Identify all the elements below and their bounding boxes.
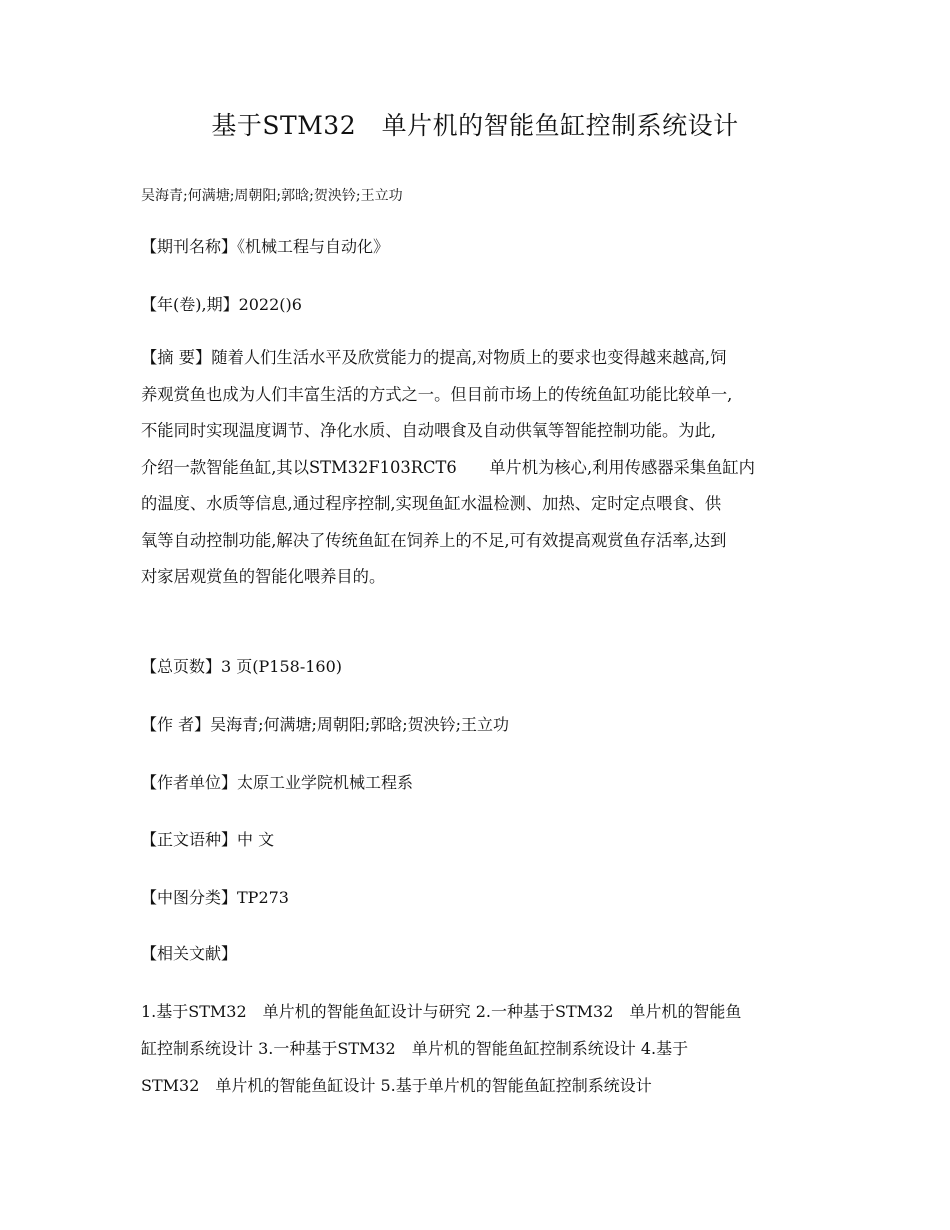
document-title: 基于STM32 单片机的智能鱼缸控制系统设计 bbox=[211, 111, 739, 140]
abstract bbox=[141, 340, 821, 596]
author-affiliation: 【作者单位】太原工业学院机械工程系 bbox=[141, 773, 414, 792]
year-volume-issue: 【年(卷),期】2022()6 bbox=[141, 295, 302, 314]
text-language: 【正文语种】中 文 bbox=[141, 830, 275, 849]
abstract-line: 对家居观赏鱼的智能化喂养目的。 bbox=[141, 567, 386, 586]
abstract-line: 不能同时实现温度调节、净化水质、自动喂食及自动供氧等智能控制功能。为此, bbox=[141, 421, 717, 440]
related-line: 缸控制系统设计 3.一种基于STM32 单片机的智能鱼缸控制系统设计 4.基于 bbox=[141, 1039, 689, 1058]
related-line: STM32 单片机的智能鱼缸设计 5.基于单片机的智能鱼缸控制系统设计 bbox=[141, 1076, 652, 1095]
authors-field: 【作 者】吴海青;何满塘;周朝阳;郭晗;贺泱钤;王立功 bbox=[141, 715, 510, 734]
related-line: 1.基于STM32 单片机的智能鱼缸设计与研究 2.一种基于STM32 单片机的智能鱼 bbox=[141, 1002, 742, 1021]
abstract-line: 【摘 要】随着人们生活水平及欣赏能力的提高,对物质上的要求也变得越来越高,饲 bbox=[141, 348, 727, 367]
total-pages: 【总页数】3 页(P158-160) bbox=[141, 657, 343, 676]
related-literature-list bbox=[141, 993, 821, 1104]
related-literature-heading: 【相关文献】 bbox=[141, 944, 238, 963]
abstract-line: 养观赏鱼也成为人们丰富生活的方式之一。但目前市场上的传统鱼缸功能比较单一, bbox=[141, 384, 733, 404]
abstract-line: 介绍一款智能鱼缸,其以STM32F103RCT6 单片机为核心,利用传感器采集鱼缸内 bbox=[141, 457, 755, 477]
classification-code: 【中图分类】TP273 bbox=[141, 888, 289, 907]
abstract-line: 的温度、水质等信息,通过程序控制,实现鱼缸水温检测、加热、定时定点喂食、供 bbox=[141, 494, 722, 513]
author-list: 吴海青;何满塘;周朝阳;郭晗;贺泱钤;王立功 bbox=[141, 188, 403, 204]
journal-name: 【期刊名称】《机械工程与自动化》 bbox=[141, 237, 390, 256]
abstract-line: 氧等自动控制功能,解决了传统鱼缸在饲养上的不足,可有效提高观赏鱼存活率,达到 bbox=[141, 530, 727, 550]
